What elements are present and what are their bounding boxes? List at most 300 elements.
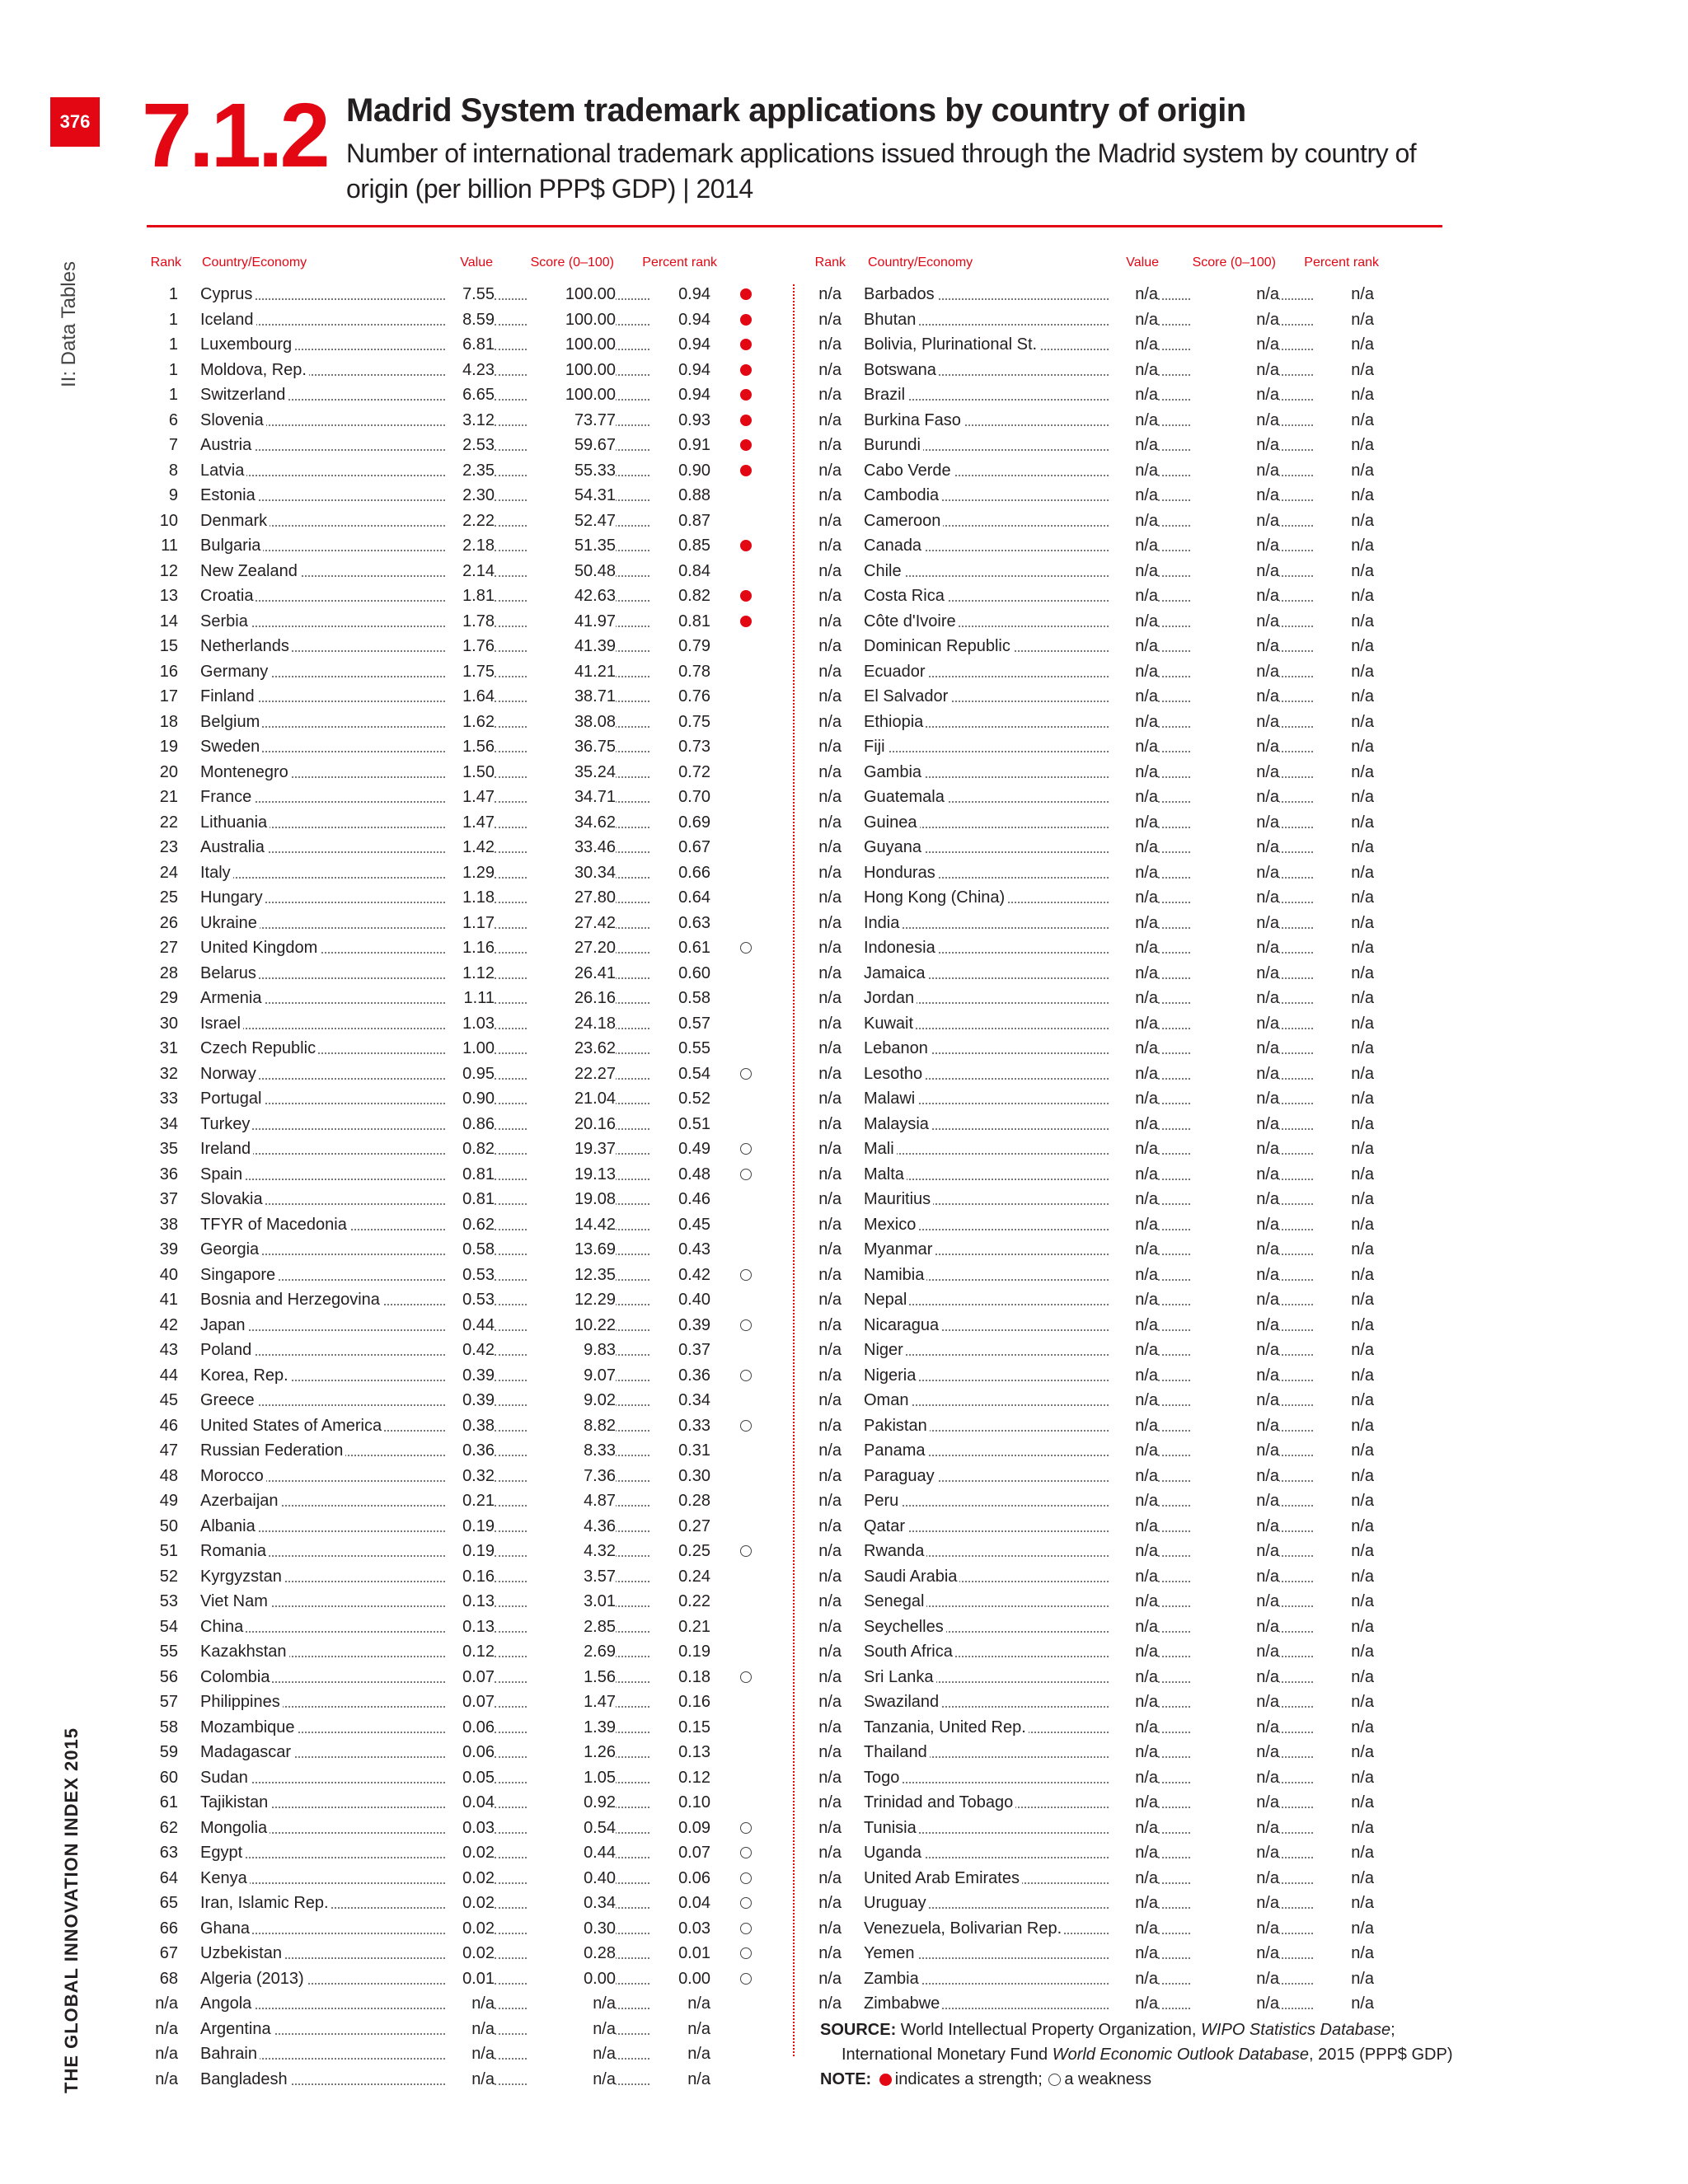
percent-rank-cell: n/a (1315, 1313, 1374, 1338)
percent-rank-cell: n/a (1315, 1263, 1374, 1288)
value-cell: n/a (1109, 1212, 1158, 1238)
score-cell: n/a (1191, 634, 1279, 659)
rank-cell: 39 (159, 1240, 178, 1258)
header-rank-left: Rank (150, 255, 181, 269)
percent-rank-cell: 0.13 (651, 1740, 710, 1765)
country-cell: Chile (864, 559, 904, 584)
percent-rank-cell: 0.79 (651, 634, 710, 659)
value-cell: 1.12 (445, 961, 495, 987)
country-cell: Egypt (200, 1840, 245, 1866)
percent-rank-cell: 0.76 (651, 684, 710, 710)
score-cell: 100.00 (528, 358, 616, 383)
percent-rank-cell: n/a (1315, 509, 1374, 534)
value-cell: 0.42 (445, 1338, 495, 1363)
percent-rank-cell: n/a (1315, 332, 1374, 358)
value-cell: 0.19 (445, 1539, 495, 1564)
rank-cell: n/a (818, 386, 842, 404)
percent-rank-cell: 0.01 (651, 1941, 710, 1966)
percent-rank-cell: n/a (1315, 935, 1374, 961)
country-cell: Malta (864, 1162, 907, 1188)
strength-marker-icon (740, 616, 752, 627)
percent-rank-cell: 0.09 (651, 1816, 710, 1841)
rank-cell: 28 (159, 963, 178, 982)
rank-cell: n/a (818, 1768, 842, 1787)
score-cell: n/a (1191, 408, 1279, 434)
rank-cell: 8 (168, 461, 178, 480)
country-cell: Ethiopia (864, 710, 926, 735)
score-cell: n/a (1191, 1665, 1279, 1690)
country-cell: El Salvador (864, 684, 950, 710)
rank-cell: n/a (155, 2019, 178, 2038)
value-cell: n/a (1109, 1438, 1158, 1464)
value-cell: 0.32 (445, 1464, 495, 1489)
value-cell: n/a (1109, 634, 1158, 659)
score-cell: n/a (1191, 1011, 1279, 1037)
country-cell: Uganda (864, 1840, 924, 1866)
value-cell: n/a (1109, 1639, 1158, 1665)
rank-cell: 14 (159, 612, 178, 630)
header-percent-rank-right: Percent rank (1304, 255, 1379, 269)
value-cell: n/a (1109, 1464, 1158, 1489)
rank-cell: n/a (818, 1265, 842, 1284)
country-cell: Angola (200, 1991, 254, 2017)
score-cell: n/a (1191, 710, 1279, 735)
score-cell: n/a (1191, 1866, 1279, 1891)
percent-rank-cell: n/a (1315, 1991, 1374, 2017)
score-cell: n/a (1191, 885, 1279, 911)
score-cell: 33.46 (528, 835, 616, 860)
rank-cell: 1 (168, 386, 178, 404)
percent-rank-cell: n/a (1315, 1011, 1374, 1037)
value-cell: 0.21 (445, 1488, 495, 1514)
score-cell: 38.08 (528, 710, 616, 735)
country-cell: Burkina Faso (864, 408, 964, 434)
rank-cell: 64 (159, 1868, 178, 1887)
score-cell: n/a (1191, 1086, 1279, 1112)
percent-rank-cell: n/a (1315, 1488, 1374, 1514)
score-cell: n/a (1191, 1162, 1279, 1188)
side-publication-label: THE GLOBAL INNOVATION INDEX 2015 (61, 1727, 82, 2093)
percent-rank-cell: 0.22 (651, 1589, 710, 1615)
rank-cell: n/a (818, 486, 842, 504)
country-cell: Mauritius (864, 1187, 933, 1212)
percent-rank-cell: 0.45 (651, 1212, 710, 1238)
weakness-marker-icon (740, 1671, 752, 1683)
percent-rank-cell: n/a (1315, 634, 1374, 659)
rank-cell: n/a (818, 1844, 842, 1862)
percent-rank-cell: n/a (1315, 1036, 1374, 1062)
value-cell: n/a (1109, 1615, 1158, 1640)
country-cell: Togo (864, 1765, 902, 1791)
country-cell: Qatar (864, 1514, 907, 1540)
percent-rank-cell: 0.94 (651, 332, 710, 358)
rank-cell: 45 (159, 1391, 178, 1409)
weakness-marker-icon (740, 1973, 752, 1985)
score-cell: 1.05 (528, 1765, 616, 1791)
rank-cell: n/a (818, 1944, 842, 1962)
percent-rank-cell: n/a (1315, 1162, 1374, 1188)
score-cell: 51.35 (528, 533, 616, 559)
value-cell: n/a (1109, 483, 1158, 509)
score-cell: 0.54 (528, 1816, 616, 1841)
country-cell: Guatemala (864, 785, 947, 810)
percent-rank-cell: 0.87 (651, 509, 710, 534)
value-cell: 0.36 (445, 1438, 495, 1464)
country-cell: Switzerland (200, 382, 288, 408)
value-cell: n/a (1109, 1137, 1158, 1162)
score-cell: 0.28 (528, 1941, 616, 1966)
rank-cell: n/a (818, 738, 842, 756)
percent-rank-cell: n/a (1315, 684, 1374, 710)
percent-rank-cell: 0.94 (651, 282, 710, 307)
strength-marker-icon (740, 465, 752, 476)
score-cell: 100.00 (528, 282, 616, 307)
value-cell: 0.02 (445, 1840, 495, 1866)
country-cell: United Arab Emirates (864, 1866, 1022, 1891)
percent-rank-cell: 0.94 (651, 307, 710, 333)
value-cell: 0.39 (445, 1363, 495, 1389)
country-cell: Bolivia, Plurinational St. (864, 332, 1039, 358)
value-cell: 0.13 (445, 1589, 495, 1615)
value-cell: n/a (445, 1991, 495, 2017)
value-cell: n/a (1109, 1816, 1158, 1841)
percent-rank-cell: n/a (1315, 533, 1374, 559)
percent-rank-cell: n/a (1315, 1690, 1374, 1715)
country-cell: Spain (200, 1162, 245, 1188)
country-cell: Sri Lanka (864, 1665, 936, 1690)
strength-marker-icon (740, 288, 752, 300)
rank-cell: n/a (818, 712, 842, 731)
score-cell: n/a (1191, 483, 1279, 509)
country-cell: Uzbekistan (200, 1941, 284, 1966)
country-cell: Georgia (200, 1237, 261, 1263)
value-cell: n/a (1109, 1237, 1158, 1263)
country-cell: Pakistan (864, 1413, 930, 1439)
value-cell: n/a (1109, 659, 1158, 685)
percent-rank-cell: 0.00 (651, 1966, 710, 1992)
score-cell: 22.27 (528, 1062, 616, 1087)
header-score-right: Score (0–100) (1192, 255, 1276, 269)
country-cell: Hungary (200, 885, 265, 911)
rank-cell: n/a (818, 335, 842, 354)
percent-rank-cell: 0.18 (651, 1665, 710, 1690)
percent-rank-cell: 0.06 (651, 1866, 710, 1891)
value-cell: 2.30 (445, 483, 495, 509)
value-cell: 2.53 (445, 433, 495, 458)
country-cell: Tajikistan (200, 1790, 270, 1816)
score-cell: 35.24 (528, 760, 616, 785)
percent-rank-cell: n/a (1315, 860, 1374, 886)
percent-rank-cell: 0.93 (651, 408, 710, 434)
percent-rank-cell: n/a (1315, 483, 1374, 509)
percent-rank-cell: n/a (1315, 835, 1374, 860)
country-cell: Trinidad and Tobago (864, 1790, 1015, 1816)
value-cell: n/a (1109, 1891, 1158, 1916)
rank-cell: n/a (818, 888, 842, 907)
rank-cell: 51 (159, 1542, 178, 1560)
score-cell: 0.34 (528, 1891, 616, 1916)
rank-cell: 52 (159, 1567, 178, 1586)
value-cell: n/a (1109, 1388, 1158, 1413)
value-cell: n/a (1109, 1036, 1158, 1062)
value-cell: n/a (1109, 835, 1158, 860)
rank-cell: 35 (159, 1140, 178, 1158)
rank-cell: 54 (159, 1617, 178, 1636)
country-cell: Germany (200, 659, 270, 685)
percent-rank-cell: n/a (1315, 1665, 1374, 1690)
percent-rank-cell: n/a (1315, 1966, 1374, 1992)
country-cell: Belarus (200, 961, 259, 987)
percent-rank-cell: n/a (1315, 710, 1374, 735)
country-cell: Swaziland (864, 1690, 941, 1715)
rank-cell: 24 (159, 863, 178, 882)
score-cell: 100.00 (528, 382, 616, 408)
value-cell: n/a (1109, 785, 1158, 810)
value-cell: 2.35 (445, 458, 495, 484)
rank-cell: n/a (818, 687, 842, 705)
rank-cell: n/a (818, 561, 842, 580)
country-cell: Japan (200, 1313, 248, 1338)
rank-cell: n/a (818, 1140, 842, 1158)
percent-rank-cell: n/a (1315, 408, 1374, 434)
percent-rank-cell: n/a (1315, 1338, 1374, 1363)
percent-rank-cell: 0.64 (651, 885, 710, 911)
score-cell: 9.02 (528, 1388, 616, 1413)
weakness-marker-icon (740, 1068, 752, 1080)
value-cell: n/a (1109, 1011, 1158, 1037)
weakness-marker-icon (1048, 2074, 1061, 2086)
value-cell: 1.11 (445, 986, 495, 1011)
country-cell: Zambia (864, 1966, 921, 1992)
country-cell: Slovakia (200, 1187, 265, 1212)
weakness-marker-icon (740, 1269, 752, 1281)
score-cell: 1.26 (528, 1740, 616, 1765)
rank-cell: 59 (159, 1743, 178, 1761)
score-cell: 41.21 (528, 659, 616, 685)
header-country-left: Country/Economy (202, 255, 307, 269)
rank-cell: 53 (159, 1592, 178, 1610)
country-cell: Paraguay (864, 1464, 937, 1489)
score-cell: n/a (1191, 1062, 1279, 1087)
rank-cell: n/a (818, 863, 842, 882)
value-cell: 6.65 (445, 382, 495, 408)
rank-cell: 13 (159, 587, 178, 605)
score-cell: 13.69 (528, 1237, 616, 1263)
percent-rank-cell: 0.70 (651, 785, 710, 810)
country-cell: Albania (200, 1514, 258, 1540)
score-cell: n/a (1191, 1816, 1279, 1841)
country-cell: Indonesia (864, 935, 938, 961)
country-cell: Cambodia (864, 483, 941, 509)
country-cell: Viet Nam (200, 1589, 270, 1615)
country-cell: Philippines (200, 1690, 283, 1715)
percent-rank-cell: 0.19 (651, 1639, 710, 1665)
country-cell: Mali (864, 1137, 897, 1162)
score-cell: n/a (1191, 1991, 1279, 2017)
country-cell: Ghana (200, 1916, 252, 1942)
score-cell: n/a (1191, 382, 1279, 408)
value-cell: n/a (1109, 710, 1158, 735)
score-cell: 30.34 (528, 860, 616, 886)
value-cell: 2.14 (445, 559, 495, 584)
value-cell: 0.62 (445, 1212, 495, 1238)
percent-rank-cell: n/a (1315, 1212, 1374, 1238)
value-cell: 1.50 (445, 760, 495, 785)
score-cell: n/a (1191, 1514, 1279, 1540)
percent-rank-cell: n/a (1315, 1790, 1374, 1816)
percent-rank-cell: n/a (1315, 1287, 1374, 1313)
country-cell: Russian Federation (200, 1438, 345, 1464)
country-cell: Lithuania (200, 810, 270, 836)
percent-rank-cell: n/a (1315, 609, 1374, 635)
score-cell: 73.77 (528, 408, 616, 434)
rank-cell: 55 (159, 1643, 178, 1661)
percent-rank-cell: 0.72 (651, 760, 710, 785)
country-cell: TFYR of Macedonia (200, 1212, 349, 1238)
percent-rank-cell: n/a (1315, 1388, 1374, 1413)
score-cell: 8.33 (528, 1438, 616, 1464)
rank-cell: n/a (155, 1994, 178, 2013)
value-cell: n/a (1109, 533, 1158, 559)
score-cell: n/a (1191, 1263, 1279, 1288)
rank-cell: n/a (818, 285, 842, 303)
value-cell: n/a (1109, 1941, 1158, 1966)
rank-cell: n/a (818, 989, 842, 1007)
country-cell: Latvia (200, 458, 246, 484)
weakness-marker-icon (740, 1947, 752, 1959)
value-cell: 0.12 (445, 1639, 495, 1665)
percent-rank-cell: n/a (1315, 1589, 1374, 1615)
value-cell: 0.39 (445, 1388, 495, 1413)
rank-cell: 6 (168, 410, 178, 429)
rank-cell: 60 (159, 1768, 178, 1787)
score-cell: 54.31 (528, 483, 616, 509)
rank-cell: 25 (159, 888, 178, 907)
percent-rank-cell: n/a (1315, 734, 1374, 760)
score-cell: 100.00 (528, 307, 616, 333)
rank-cell: n/a (818, 537, 842, 555)
score-cell: n/a (1191, 1740, 1279, 1765)
score-cell: n/a (1191, 1237, 1279, 1263)
country-cell: Nicaragua (864, 1313, 941, 1338)
percent-rank-cell: 0.48 (651, 1162, 710, 1188)
country-cell: Italy (200, 860, 233, 886)
value-cell: n/a (445, 2017, 495, 2042)
rank-cell: n/a (155, 2069, 178, 2088)
rank-cell: 20 (159, 762, 178, 781)
country-cell: Portugal (200, 1086, 265, 1112)
percent-rank-cell: n/a (1315, 1941, 1374, 1966)
score-cell: n/a (1191, 1488, 1279, 1514)
country-cell: Niger (864, 1338, 906, 1363)
percent-rank-cell: 0.84 (651, 559, 710, 584)
rank-cell: n/a (818, 1492, 842, 1510)
country-cell: Fiji (864, 734, 888, 760)
value-cell: n/a (1109, 1539, 1158, 1564)
score-cell: n/a (1191, 1036, 1279, 1062)
score-cell: n/a (528, 1991, 616, 2017)
percent-rank-cell: 0.73 (651, 734, 710, 760)
weakness-marker-icon (740, 1420, 752, 1432)
percent-rank-cell: n/a (1315, 1187, 1374, 1212)
percent-rank-cell: 0.21 (651, 1615, 710, 1640)
value-cell: 1.16 (445, 935, 495, 961)
country-cell: Mexico (864, 1212, 918, 1238)
percent-rank-cell: n/a (1315, 911, 1374, 936)
rank-cell: n/a (818, 1215, 842, 1234)
strength-marker-icon (740, 540, 752, 551)
rank-cell: 12 (159, 561, 178, 580)
percent-rank-cell: 0.07 (651, 1840, 710, 1866)
score-cell: 20.16 (528, 1112, 616, 1137)
rank-cell: 1 (168, 310, 178, 329)
score-cell: 19.08 (528, 1187, 616, 1212)
value-cell: 1.17 (445, 911, 495, 936)
score-cell: 1.56 (528, 1665, 616, 1690)
value-cell: n/a (1109, 1991, 1158, 2017)
rank-cell: n/a (818, 1391, 842, 1409)
score-cell: 0.00 (528, 1966, 616, 1992)
country-cell: Australia (200, 835, 267, 860)
country-cell: China (200, 1615, 246, 1640)
percent-rank-cell: 0.40 (651, 1287, 710, 1313)
rank-cell: 43 (159, 1341, 178, 1359)
value-cell: 0.38 (445, 1413, 495, 1439)
header-value-left: Value (460, 255, 493, 269)
rank-cell: 40 (159, 1265, 178, 1284)
percent-rank-cell: n/a (1315, 1438, 1374, 1464)
percent-rank-cell: n/a (1315, 760, 1374, 785)
country-cell: Nigeria (864, 1363, 918, 1389)
percent-rank-cell: n/a (1315, 1715, 1374, 1741)
percent-rank-cell: n/a (1315, 1363, 1374, 1389)
score-cell: 4.87 (528, 1488, 616, 1514)
score-cell: n/a (1191, 961, 1279, 987)
score-cell: 26.16 (528, 986, 616, 1011)
rank-cell: n/a (818, 1617, 842, 1636)
score-cell: 41.97 (528, 609, 616, 635)
rank-cell: n/a (818, 1592, 842, 1610)
side-section-label: II: Data Tables (58, 261, 80, 387)
rank-cell: n/a (818, 1090, 842, 1108)
country-cell: Iran, Islamic Rep. (200, 1891, 331, 1916)
rank-cell: 17 (159, 687, 178, 705)
country-cell: Canada (864, 533, 924, 559)
value-cell: 1.76 (445, 634, 495, 659)
country-cell: Jamaica (864, 961, 927, 987)
country-cell: Sweden (200, 734, 262, 760)
percent-rank-cell: n/a (1315, 1062, 1374, 1087)
value-cell: 1.47 (445, 810, 495, 836)
rank-cell: 9 (168, 486, 178, 504)
country-cell: United Kingdom (200, 935, 320, 961)
value-cell: 0.53 (445, 1263, 495, 1288)
score-cell: n/a (1191, 1715, 1279, 1741)
percent-rank-cell: 0.61 (651, 935, 710, 961)
score-cell: 10.22 (528, 1313, 616, 1338)
value-cell: n/a (1109, 734, 1158, 760)
country-cell: Iceland (200, 307, 256, 333)
country-cell: Mozambique (200, 1715, 298, 1741)
value-cell: 1.03 (445, 1011, 495, 1037)
rank-cell: n/a (818, 1818, 842, 1837)
value-cell: 6.81 (445, 332, 495, 358)
score-cell: n/a (1191, 935, 1279, 961)
rank-cell: 50 (159, 1516, 178, 1535)
percent-rank-cell: n/a (1315, 1137, 1374, 1162)
column-divider (793, 284, 795, 2056)
country-cell: Cabo Verde (864, 458, 954, 484)
